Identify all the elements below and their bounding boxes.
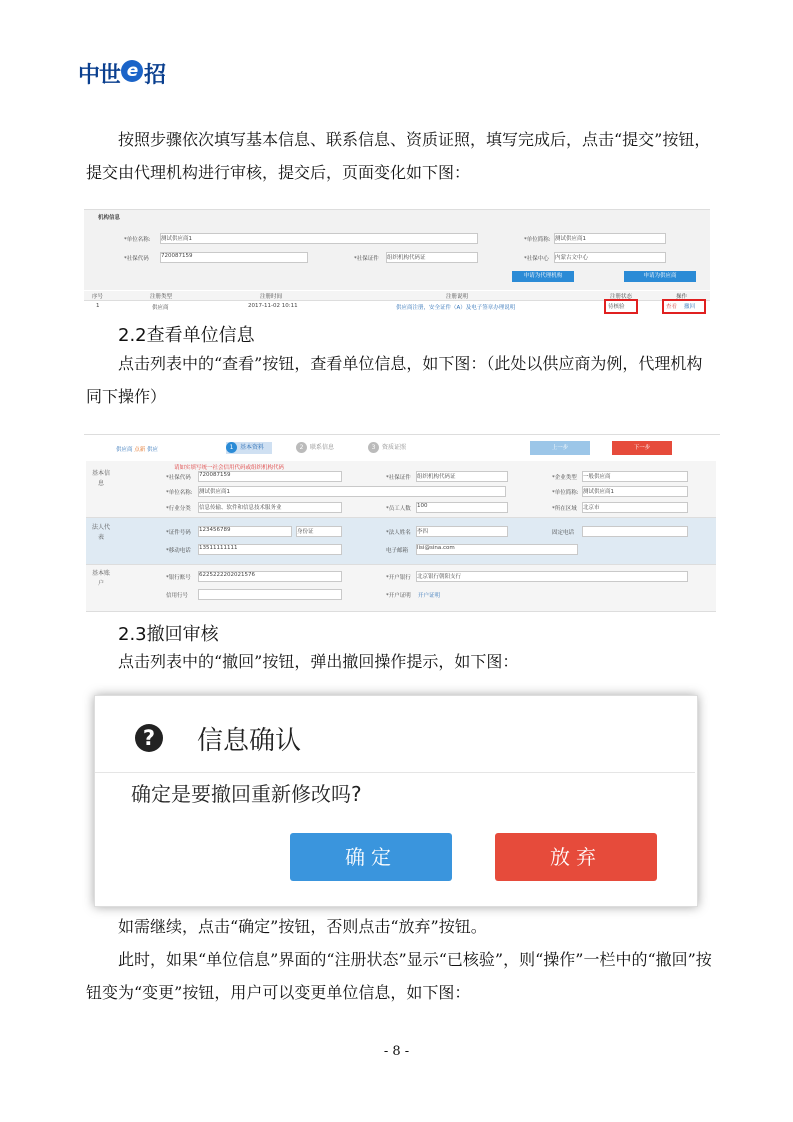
field-label: *行业分类 <box>166 506 191 512</box>
field-label: 电子邮箱 <box>386 548 409 554</box>
field-input[interactable] <box>582 526 688 537</box>
section-label-bank: 基本账户 <box>91 570 110 587</box>
dialog-divider <box>95 772 695 773</box>
field-input[interactable]: 测试供应商1 <box>160 233 478 244</box>
apply-agent-button[interactable]: 申请为代理机构 <box>512 271 574 282</box>
breadcrumb: 供应商 点新 供应 <box>116 447 159 453</box>
logo-text-b: 招 <box>144 63 166 88</box>
column-header: 注册时间 <box>260 294 283 300</box>
field-label: *开户银行 <box>386 575 411 581</box>
paragraph-change: 此时，如果“单位信息”界面的“注册状态”显示“已核验”，则“操作”一栏中的“撤回”按钮变为“变更”按钮，用户可以变更单位信息，如下图： <box>86 950 712 1002</box>
field-input[interactable]: 100 <box>416 502 508 513</box>
next-step-button[interactable]: 下一步 <box>612 441 672 455</box>
logo-e-mark: e <box>121 60 143 82</box>
field-input[interactable]: lisi@sina.com <box>416 544 578 555</box>
field-label: *所在区域 <box>552 506 577 512</box>
field-label: *社保代码 <box>124 256 149 262</box>
id-type-select[interactable]: 身份证 <box>296 526 342 537</box>
org-info-title: 机构信息 <box>98 215 121 221</box>
status-badge: 待核验 <box>608 304 625 310</box>
field-label: *社保证件 <box>354 256 379 262</box>
column-header: 注册状态 <box>610 294 633 300</box>
section-heading-2-2: 2.2查看单位信息 <box>118 325 255 346</box>
field-input[interactable]: 720087159 <box>160 252 308 263</box>
confirm-button[interactable]: 确定 <box>290 833 452 881</box>
field-input[interactable]: 测试供应商1 <box>582 486 688 497</box>
paragraph-continue: 如需继续，点击“确定”按钮，否则点击“放弃”按钮。 <box>118 917 487 936</box>
field-label: *单位名称: <box>166 490 193 496</box>
field-input[interactable]: 123456789 <box>198 526 292 537</box>
table-cell-link[interactable]: 供应商注册，安全证件（A）及电子签章办理说明 <box>396 305 516 311</box>
step-basic-info[interactable]: 1 基本资料 <box>226 442 272 454</box>
field-input[interactable]: 6225222202021576 <box>198 571 342 582</box>
field-select[interactable]: 北京市 <box>582 502 688 513</box>
field-input[interactable]: 李四 <box>416 526 508 537</box>
field-label: *社保中心 <box>524 256 549 262</box>
field-label: *法人姓名 <box>386 530 411 536</box>
org-info-panel <box>84 209 710 290</box>
section-heading-2-3: 2.3撤回审核 <box>118 624 219 645</box>
cancel-button[interactable]: 放弃 <box>495 833 657 881</box>
field-input[interactable]: 北京银行朝阳支行 <box>416 571 688 582</box>
field-label: *银行账号 <box>166 575 191 581</box>
confirm-dialog <box>94 695 698 907</box>
upload-link[interactable]: 开户证明 <box>418 593 441 599</box>
prev-step-button[interactable]: 上一步 <box>530 441 590 455</box>
field-label: *社保证件 <box>386 475 411 481</box>
field-label: *企业类型 <box>552 475 577 481</box>
field-label: *单位简称: <box>552 490 579 496</box>
field-input[interactable]: 720087159 <box>198 471 342 482</box>
field-label: *社保代码 <box>166 475 191 481</box>
step-qualifications[interactable]: 3 资质证照 <box>368 442 406 454</box>
withdraw-button[interactable]: 撤回 <box>684 304 696 310</box>
section-label-legal: 法人代表 <box>91 524 110 541</box>
field-input[interactable]: 组织机构代码证 <box>416 471 508 482</box>
field-input[interactable]: 内蒙古文中心 <box>554 252 666 263</box>
field-input[interactable]: 13511111111 <box>198 544 342 555</box>
view-button[interactable]: 查看 <box>666 304 678 310</box>
column-header: 序号 <box>92 294 104 300</box>
field-label: *单位简称: <box>524 237 551 243</box>
column-header: 注册类型 <box>150 294 173 300</box>
field-input[interactable]: 一般供应商 <box>582 471 688 482</box>
field-label: *证件号码 <box>166 530 191 536</box>
table-cell: 2017-11-02 10:11 <box>248 303 298 309</box>
field-input[interactable]: 测试供应商1 <box>198 486 506 497</box>
table-cell: 1 <box>96 303 100 309</box>
field-label: *开户证明 <box>386 593 411 599</box>
paragraph-view-info: 点击列表中的“查看”按钮，查看单位信息，如下图：（此处以供应商为例，代理机构同下操作） <box>86 354 703 406</box>
page-number: - 8 - <box>383 1044 410 1059</box>
field-label: *单位名称: <box>124 237 151 243</box>
paragraph-withdraw: 点击列表中的“撤回”按钮，弹出撤回操作提示，如下图： <box>118 652 519 671</box>
field-label: *移动电话 <box>166 548 191 554</box>
field-label: *员工人数 <box>386 506 411 512</box>
field-input[interactable]: 测试供应商1 <box>554 233 666 244</box>
dialog-message: 确定是要撤回重新修改吗? <box>131 782 362 806</box>
field-label: 固定电话 <box>552 530 575 536</box>
screenshot-org-info <box>84 209 710 317</box>
question-icon: ? <box>135 724 163 752</box>
logo <box>78 58 168 88</box>
field-label: 信用行号 <box>166 593 189 599</box>
screenshot-supplier-form <box>84 434 720 611</box>
field-input[interactable]: 组织机构代码证 <box>386 252 478 263</box>
field-select[interactable]: 信息传输、软件和信息技术服务业 <box>198 502 342 513</box>
dialog-title: 信息确认 <box>197 726 302 756</box>
paragraph-intro: 按照步骤依次填写基本信息、联系信息、资质证照，填写完成后，点击“提交”按钮，提交由代理机构进行审核，提交后，页面变化如下图： <box>86 130 711 182</box>
logo-text-a: 中世 <box>78 63 121 88</box>
table-cell: 供应商 <box>152 305 169 311</box>
notice-text: 请如实填写统一社会信用代码或组织机构代码 <box>174 465 285 471</box>
section-label-basic: 基本信息 <box>91 470 110 487</box>
field-input[interactable] <box>198 589 342 600</box>
column-header: 注册说明 <box>446 294 469 300</box>
apply-supplier-button[interactable]: 申请为供应商 <box>624 271 696 282</box>
column-header: 操作 <box>676 294 688 300</box>
form-area <box>86 461 716 611</box>
step-contact-info[interactable]: 2 联系信息 <box>296 442 334 454</box>
